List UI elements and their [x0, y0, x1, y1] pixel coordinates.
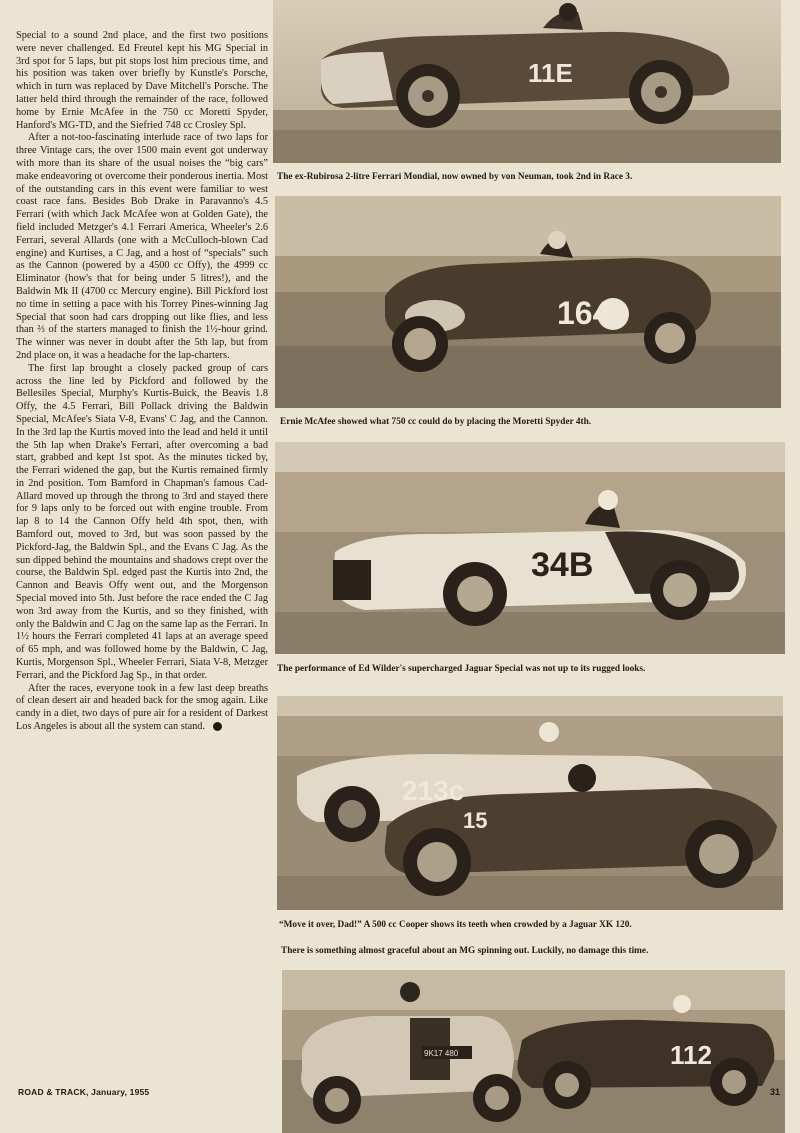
- car-number-15: 15: [463, 808, 488, 833]
- photo-cooper-and-xk120: [277, 696, 783, 910]
- article-paragraph: The first lap brought a closely packed group of cars across the line led by Pickford and followed by the Bellesiles Special, Murphy's Kurtis-Buick, the Beavis 1.8 Offy, the 4.5 Ferrari, Bill Pollack driving the Baldwin Special, McAfee's Siata V-8, Evans' C Jag, and the Cannon. In the 3rd lap the Kurtis moved into the lead and held it until the 5th lap when Drake's Ferrari, after overcoming a bad start, grabbed and kept 1st spot. As the minutes ticked by, the Ferrari widened the gap, but the Kurtis remained firmly in 2nd position. Tom Bamford in Chapman's famous Cad-Allard moved up through the throng to 3rd and stayed there for 9 laps only to be forced out with engine trouble. From lap 8 to 14 the Cannon Offy held 4th spot, then, with Bamford out, moved to 3rd, but was soon passed by the Pickford-Jag, the Baldwin Spl., and the Evans C Jag. As the sun dipped behind the mountains and shadows crept over the course, the Baldwin Spl. edged past the Kurtis into 2nd, the Cannon and Beavis Offy went out, and the Morgenson Special moved into 5th. Just before the race ended the C Jag won 3rd away from the Kurtis, and so they finished, with only the Baldwin and C Jag on the same lap as the Ferrari. In 1½ hours the Ferrari completed 41 laps at an average speed of 65 mph, and was followed home by the Baldwin, C Jag, Kurtis, Morgenson Spl., Wheeler Ferrari, Siata V-8, Metzger Ferrari, and the Pickford Jag Sp., in that order.: [16, 362, 268, 681]
- end-of-article-mark: [213, 722, 222, 731]
- article-paragraph: [16, 683, 268, 734]
- car-number-213c: 213c: [402, 775, 465, 806]
- photo-caption-ferrari-mondial: The ex-Rubirosa 2-litre Ferrari Mondial, now owned by von Neuman, took 2nd in Race 3.: [277, 172, 633, 182]
- car-number-112: 112: [670, 1040, 712, 1070]
- car-number-164: 164: [557, 295, 611, 331]
- photo-caption-moretti-spyder: Ernie McAfee showed what 750 cc could do by placing the Moretti Spyder 4th.: [280, 417, 592, 427]
- photo-jaguar-special: [275, 442, 785, 654]
- article-paragraph: After a not-too-fascinating interlude race of two laps for three Vintage cars, the over 1500 main event got underway with more than its share of the usual noises the “big cars” make endeavoring ot overcome their ponderous inertia. Most of the outstanding cars in this event were familiar to west coast race fans. Besides Bob Drake in Paravanno's 4.5 Ferrari (with which Jack McAfee won at Golden Gate), the field included Metzger's 4.1 Ferrari America, Wheeler's 2.6 Ferrari, several Allards (one with a McCulloch-blown Cad engine) and Kurtises, a C Jag, and a host of “specials” such as the Cannon (powered by a 4500 cc Offy), the 4999 cc Eliminator (how's that for being under 5 litres!), and the Baldwin Mk II (4700 cc Mercury engine). Bill Pickford lost no time in setting a pace with his Torrey Pines-winning Jag Special that soon had cars dropping out like flies, and less than ⅔ of the starters managed to finish the 1½-hour grind. The winner was never in doubt after the 5th lap, but from 2nd place on, it was a headache for the lap-charters.: [16, 132, 268, 361]
- license-plate: 9K17 480: [424, 1049, 459, 1058]
- car-number-11e: 11E: [528, 58, 573, 88]
- article-text-column: [16, 30, 268, 734]
- magazine-footer: ROAD & TRACK, January, 1955: [18, 1087, 150, 1097]
- page-number: 31: [769, 1087, 780, 1097]
- car-number-34b: 34B: [531, 546, 594, 584]
- photo-caption-jaguar-special: The performance of Ed Wilder's supercharged Jaguar Special was not up to its rugged looks.: [277, 664, 646, 674]
- article-paragraph: Special to a sound 2nd place, and the first two positions were never challenged. Ed Freutel kept his MG Special in 3rd spot for 5 laps, but pit stops lost him precious time, and his position was taken over briefly by Kunstle's Porsche, which in turn was replaced by Dave Mitchell's Porsche. The latter held third through the remainder of the race, followed home by Ernie McAfee in the 750 cc Moretti Spyder, Hanford's MG-TD, and the Siefried 748 cc Crosley Spl.: [16, 30, 268, 131]
- photo-caption-cooper-xk120: “Move it over, Dad!” A 500 cc Cooper shows its teeth when crowded by a Jaguar XK 120.: [279, 920, 632, 930]
- article-last-paragraph-text: After the races, everyone took in a few last deep breaths of clean desert air and headed back for the smog again. Like candy in a diet, two days of pure air for a resident of Darkest Los Angeles is about all the system can stand.: [16, 682, 268, 733]
- photo-ferrari-mondial: [273, 0, 781, 163]
- photo-caption-mg-spin: There is something almost graceful about an MG spinning out. Luckily, no damage this time.: [281, 946, 649, 956]
- photo-moretti-spyder: [275, 196, 781, 408]
- photo-mg-spin: [282, 970, 785, 1133]
